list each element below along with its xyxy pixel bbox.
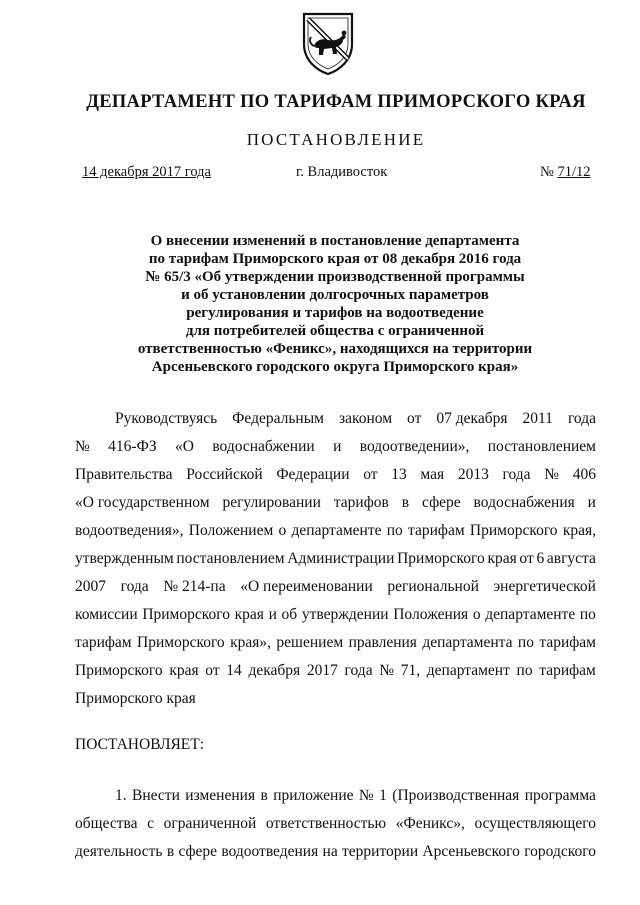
word: Внести xyxy=(132,787,180,804)
word: водоотведения xyxy=(221,843,319,860)
word: Федеральным xyxy=(232,410,324,427)
word: «О xyxy=(174,438,194,455)
word: Российской xyxy=(186,466,263,483)
word: и xyxy=(587,494,596,511)
word: Положения xyxy=(393,606,469,623)
word: водоснабжении xyxy=(212,438,315,455)
word: тарифам xyxy=(75,634,132,651)
word: Администрации xyxy=(287,550,395,567)
word: 71, xyxy=(400,662,421,679)
word: законом xyxy=(338,410,393,427)
word: регулировании xyxy=(222,494,321,511)
word: 2011 xyxy=(522,410,553,427)
word: постановлением xyxy=(176,550,285,567)
text-line xyxy=(75,815,596,833)
word: 2013 xyxy=(457,466,489,483)
word: 1 xyxy=(379,787,387,804)
document-subject xyxy=(100,232,570,376)
word: департаменте xyxy=(485,606,576,623)
word: 416-ФЗ xyxy=(108,438,157,455)
text-line xyxy=(75,522,596,540)
word: территории xyxy=(342,843,419,860)
word: городского xyxy=(524,843,596,860)
word: решением xyxy=(276,634,344,651)
word: № xyxy=(379,662,395,679)
word: «О переименовании xyxy=(240,578,373,595)
word: 1. xyxy=(115,787,127,804)
word: 14 xyxy=(226,662,242,679)
word: августа xyxy=(546,550,596,567)
word: Приморского xyxy=(137,634,225,651)
word: ограниченной xyxy=(163,815,257,832)
word: 07 декабря xyxy=(436,410,508,427)
word: «О государственном xyxy=(75,494,210,511)
word: водоотведении», xyxy=(359,438,470,455)
document-type: ПОСТАНОВЛЕНИЕ xyxy=(246,130,426,149)
resolve-heading: ПОСТАНОВЛЯЕТ: xyxy=(75,736,205,753)
word: Правительства xyxy=(75,466,173,483)
word: декабря xyxy=(248,662,301,679)
word: департамента xyxy=(422,634,513,651)
subject-line: регулирования и тарифов на водоотведение xyxy=(186,305,484,321)
word: тарифам xyxy=(539,634,596,651)
word: региональной xyxy=(387,578,479,595)
department-title: ДЕПАРТАМЕНТ ПО ТАРИФАМ ПРИМОРСКОГО КРАЯ xyxy=(86,92,586,112)
text-line xyxy=(75,690,596,708)
word: 2007 xyxy=(75,578,106,595)
text-line xyxy=(75,843,596,861)
word: Приморского края xyxy=(75,690,196,707)
word: программа xyxy=(524,787,596,804)
word: водоснабжения xyxy=(473,494,575,511)
subject-line: № 65/3 «Об утверждении производственной программы xyxy=(145,269,525,285)
word: 6 xyxy=(536,550,545,567)
word: мая xyxy=(420,466,445,483)
number-value: 71/12 xyxy=(557,164,591,180)
word: Приморского xyxy=(469,522,558,539)
coat-of-arms-icon xyxy=(300,10,356,76)
word: года xyxy=(502,466,531,483)
word: ответственностью xyxy=(265,815,387,832)
word: «Феникс», xyxy=(395,815,465,832)
text-line xyxy=(75,662,596,680)
word: изменения xyxy=(185,787,256,804)
word: приложение xyxy=(273,787,354,804)
word: и xyxy=(333,438,342,455)
word: в xyxy=(166,843,175,860)
word: водоотведения», xyxy=(75,522,184,539)
number-prefix: № xyxy=(540,164,558,180)
word: о xyxy=(278,522,287,539)
word: тарифам xyxy=(539,662,596,679)
text-line xyxy=(75,634,596,652)
word: Положением xyxy=(188,522,274,539)
document-city: г. Владивосток xyxy=(296,164,388,180)
word: в xyxy=(260,787,268,804)
word: края xyxy=(487,550,517,567)
word: № 214-па xyxy=(163,578,226,595)
word: № xyxy=(544,466,560,483)
document-number xyxy=(540,164,591,181)
word: года xyxy=(344,662,373,679)
subject-line: по тарифам Приморского края от 08 декабря 2016 года xyxy=(148,251,522,267)
word: постановлением xyxy=(487,438,596,455)
word: об xyxy=(281,606,298,623)
word: от xyxy=(363,466,378,483)
word: осуществляющего xyxy=(474,815,596,832)
word: общества xyxy=(75,815,138,832)
word: правления xyxy=(348,634,417,651)
text-line xyxy=(75,466,596,484)
word: в xyxy=(401,494,410,511)
word: энергетической xyxy=(493,578,596,595)
word: № xyxy=(75,438,90,455)
word: по xyxy=(516,662,533,679)
subject-line: ответственностью «Феникс», находящихся на территории xyxy=(137,341,533,357)
word: края xyxy=(234,606,264,623)
word: утвержденным xyxy=(75,550,174,567)
word: деятельность xyxy=(75,843,163,860)
text-line xyxy=(75,606,596,624)
word: по xyxy=(517,634,534,651)
text-line xyxy=(75,494,596,512)
word: Руководствуясь xyxy=(115,410,218,427)
word: сфере xyxy=(178,843,218,860)
word: тарифов xyxy=(333,494,389,511)
word: № xyxy=(358,787,374,804)
word: от xyxy=(519,550,534,567)
word: департаменте xyxy=(291,522,382,539)
subject-line: для потребителей общества с ограниченной xyxy=(185,323,485,339)
word: департамент xyxy=(426,662,510,679)
word: 2017 xyxy=(306,662,338,679)
word: и xyxy=(268,606,277,623)
word: от xyxy=(205,662,220,679)
word: 13 xyxy=(391,466,407,483)
subject-line: Арсеньевского городского округа Приморского края» xyxy=(151,359,519,375)
word: с xyxy=(147,815,154,832)
word: о xyxy=(472,606,481,623)
word: утверждении xyxy=(301,606,389,623)
word: комиссии xyxy=(75,606,138,623)
text-line xyxy=(75,578,596,596)
subject-line: О внесении изменений в постановление департамента xyxy=(150,233,520,249)
word: Приморского xyxy=(75,662,163,679)
text-line xyxy=(115,410,596,428)
word: по xyxy=(579,606,596,623)
word: года xyxy=(120,578,149,595)
word: Федерации xyxy=(276,466,350,483)
word: 406 xyxy=(572,466,596,483)
text-line xyxy=(115,787,596,805)
word: края», xyxy=(230,634,272,651)
word: года xyxy=(567,410,596,427)
word: (Производственная xyxy=(392,787,520,804)
word: сфере xyxy=(422,494,461,511)
word: края xyxy=(169,662,199,679)
text-line xyxy=(75,438,596,456)
word: Приморского xyxy=(142,606,230,623)
word: тарифам xyxy=(408,522,465,539)
word: по xyxy=(386,522,403,539)
word: от xyxy=(407,410,422,427)
word: Арсеньевского xyxy=(422,843,520,860)
text-line xyxy=(75,550,596,568)
word: на xyxy=(322,843,338,860)
word: Приморского xyxy=(397,550,485,567)
subject-line: и об установлении долгосрочных параметров xyxy=(181,287,489,303)
document-date: 14 декабря 2017 года xyxy=(82,164,211,180)
word: края, xyxy=(562,522,596,539)
